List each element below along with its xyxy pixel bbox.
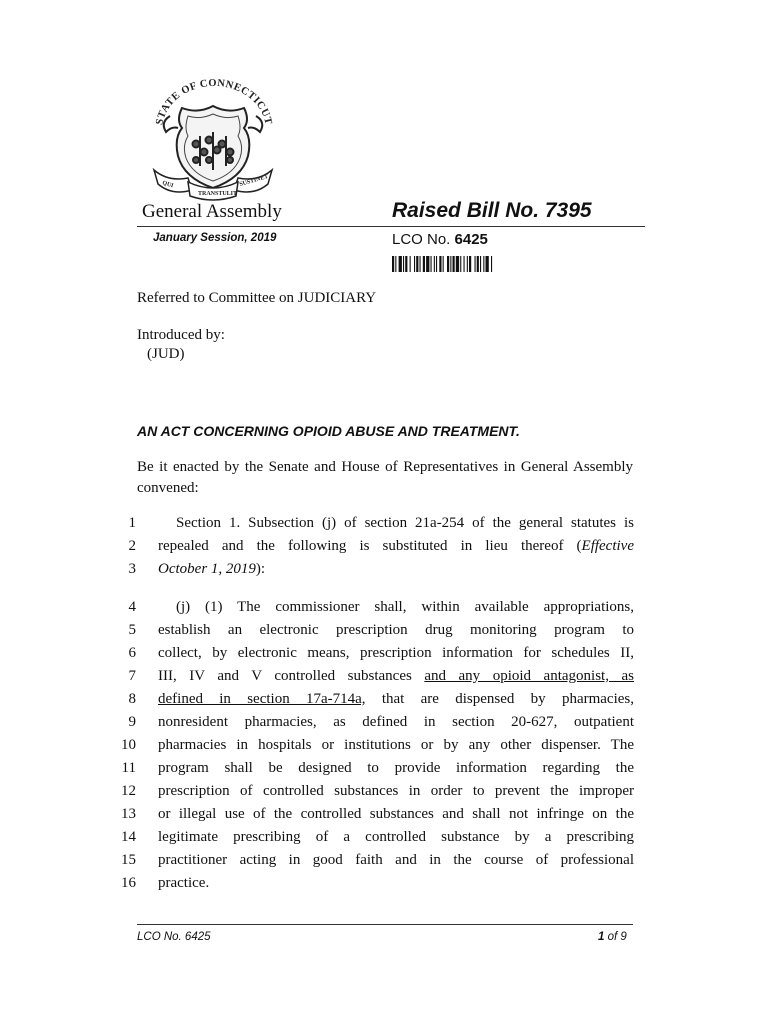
- inserted-text: and any opioid antagonist, as: [424, 668, 634, 684]
- state-seal-logo: [148, 78, 278, 204]
- line-number: 16: [121, 875, 136, 891]
- barcode-bar: [426, 256, 429, 272]
- line-number: 7: [128, 668, 136, 684]
- line-number: 9: [128, 714, 136, 730]
- line-number: 6: [128, 645, 136, 661]
- barcode-bar: [416, 256, 418, 272]
- statute-line: [158, 665, 634, 688]
- line-number: 14: [121, 829, 136, 845]
- statute-line: [158, 558, 634, 581]
- introduced-by-label: Introduced by:: [137, 327, 225, 343]
- statute-line: [158, 535, 634, 558]
- barcode-bar: [405, 256, 407, 272]
- bill-number: Raised Bill No. 7395: [392, 199, 592, 222]
- barcode-bar: [464, 256, 465, 272]
- statute-line: [158, 757, 634, 780]
- statute-text: pharmacies in hospitals or institutions or by any other dispenser. The: [158, 737, 634, 753]
- barcode-bar: [475, 256, 476, 272]
- barcode-bar: [420, 256, 421, 272]
- barcode-bar: [434, 256, 435, 272]
- inserted-text: defined in section 17a-714a,: [158, 691, 366, 707]
- enacting-clause: Be it enacted by the Senate and House of Representatives in General Assembly convened:: [137, 459, 633, 496]
- barcode-bar: [491, 256, 492, 272]
- statute-text: legitimate prescribing of a controlled substance by a prescribing: [158, 829, 634, 845]
- line-number: 3: [128, 561, 136, 577]
- barcode-bar: [395, 256, 396, 272]
- barcode-bar: [483, 256, 484, 272]
- statute-line: [158, 596, 634, 619]
- statute-text: October 1, 2019: [158, 561, 256, 577]
- statute-text: Effective: [581, 538, 634, 554]
- introducer: (JUD): [147, 346, 185, 362]
- statute-line: [158, 734, 634, 757]
- statute-line: [158, 826, 634, 849]
- statute-line: [158, 642, 634, 665]
- header-divider: [137, 226, 645, 227]
- barcode-bar: [447, 256, 449, 272]
- statute-text: repealed and the following is substituted in lieu thereof (: [158, 538, 582, 554]
- barcode-bar: [443, 256, 444, 272]
- statute-text: III, IV and V controlled substances: [158, 668, 425, 684]
- statute-line: [158, 849, 634, 872]
- bill-title: AN ACT CONCERNING OPIOID ABUSE AND TREATMENT.: [137, 423, 520, 439]
- barcode-bar: [450, 256, 451, 272]
- svg-text:SUSTINET: SUSTINET: [238, 173, 270, 188]
- barcode-bar: [392, 256, 394, 272]
- page-total: of 9: [607, 931, 627, 943]
- barcode-bar: [469, 256, 471, 272]
- statute-line: [158, 803, 634, 826]
- svg-text:TRANSTULIT: TRANSTULIT: [198, 191, 238, 197]
- barcode-bar: [414, 256, 415, 272]
- statute-text: (j) (1) The commissioner shall, within available appropriations,: [176, 599, 634, 615]
- line-number: 12: [121, 783, 136, 799]
- barcode-bar: [453, 256, 455, 272]
- statute-line: [158, 711, 634, 734]
- barcode-bar: [456, 256, 459, 272]
- lco-number-label: [392, 231, 488, 248]
- statute-text: that are dispensed by pharmacies,: [365, 691, 634, 707]
- assembly-name: General Assembly: [142, 201, 282, 222]
- line-number: 15: [121, 852, 136, 868]
- barcode-bar: [477, 256, 479, 272]
- barcode-bar: [486, 256, 489, 272]
- lco-number-value: 6425: [454, 231, 488, 248]
- barcode-image: [392, 256, 532, 278]
- statute-line: [158, 619, 634, 642]
- barcode-bar: [431, 256, 432, 272]
- statute-text: practitioner acting in good faith and in the course of professional: [158, 852, 634, 868]
- statute-text: practice.: [158, 875, 210, 891]
- statute-text: program shall be designed to provide information regarding the: [158, 760, 634, 776]
- line-number: 2: [128, 538, 136, 554]
- statute-text: Section 1. Subsection (j) of section 21a-254 of the general statutes is: [176, 515, 634, 531]
- line-number: 10: [121, 737, 136, 753]
- footer-divider: [137, 924, 633, 925]
- barcode-bar: [467, 256, 468, 272]
- barcode-bar: [460, 256, 461, 272]
- barcode-bar: [423, 256, 425, 272]
- statute-line: [158, 780, 634, 803]
- line-number: 1: [128, 515, 136, 531]
- statute-line: [158, 872, 634, 895]
- barcode-bar: [399, 256, 402, 272]
- line-number: 8: [128, 691, 136, 707]
- barcode-bar: [436, 256, 437, 272]
- statute-text: establish an electronic prescription drug monitoring program to: [158, 622, 634, 638]
- statute-text: or illegal use of the controlled substances and shall not infringe on the: [158, 806, 634, 822]
- line-number: 5: [128, 622, 136, 638]
- lco-label-text: LCO No.: [392, 231, 451, 248]
- page-indicator: [598, 931, 627, 943]
- statute-line: [158, 512, 634, 535]
- session-label: January Session, 2019: [153, 232, 277, 244]
- footer-lco-number: LCO No. 6425: [137, 931, 211, 943]
- line-number: 11: [121, 760, 136, 776]
- line-number: 4: [128, 599, 136, 615]
- barcode-bar: [439, 256, 441, 272]
- statute-text: collect, by electronic means, prescription information for schedules II,: [158, 645, 634, 661]
- statute-text: ):: [255, 561, 266, 577]
- barcode-bar: [410, 256, 411, 272]
- committee-referral: Referred to Committee on JUDICIARY: [137, 290, 377, 306]
- svg-text:STATE OF CONNECTICUT: STATE OF CONNECTICUT: [154, 78, 274, 126]
- barcode-bar: [480, 256, 481, 272]
- statute-line: [158, 688, 634, 711]
- line-number: 13: [121, 806, 136, 822]
- barcode-bar: [403, 256, 404, 272]
- statute-text: nonresident pharmacies, as defined in section 20-627, outpatient: [158, 714, 634, 730]
- statute-text: prescription of controlled substances in order to prevent the improper: [158, 783, 634, 799]
- page-current: 1: [598, 931, 605, 943]
- svg-text:QUI: QUI: [161, 180, 175, 190]
